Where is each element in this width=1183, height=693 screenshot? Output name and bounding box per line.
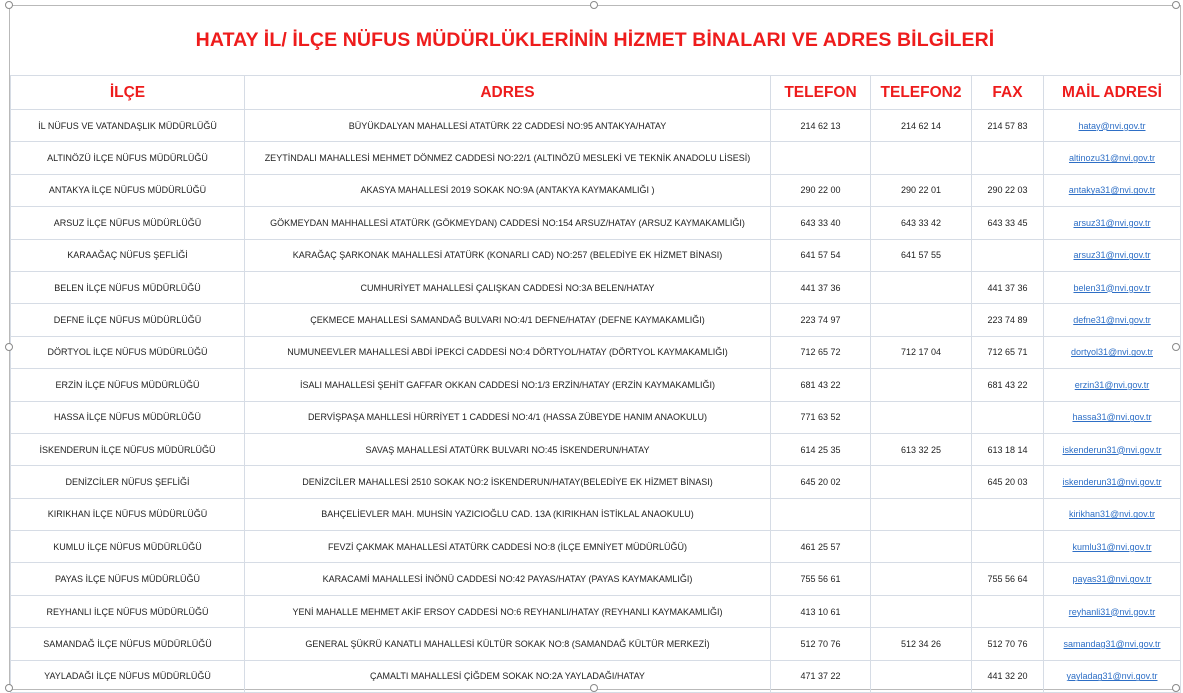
cell-ilce: SAMANDAĞ İLÇE NÜFUS MÜDÜRLÜĞÜ [11, 628, 245, 660]
cell-ilce: DÖRTYOL İLÇE NÜFUS MÜDÜRLÜĞÜ [11, 336, 245, 368]
address-table [10, 75, 1181, 693]
table-row [11, 304, 1181, 336]
cell-telefon2: 290 22 01 [871, 174, 972, 206]
resize-handle-bottom-left[interactable] [5, 684, 13, 692]
cell-mail[interactable]: antakya31@nvi.gov.tr [1044, 174, 1181, 206]
cell-fax: 214 57 83 [972, 110, 1044, 142]
cell-ilce: KIRIKHAN İLÇE NÜFUS MÜDÜRLÜĞÜ [11, 498, 245, 530]
cell-telefon: 755 56 61 [771, 563, 871, 595]
cell-fax: 681 43 22 [972, 369, 1044, 401]
cell-telefon2 [871, 498, 972, 530]
resize-handle-middle-right[interactable] [1172, 343, 1180, 351]
cell-adres: KARAĞAÇ ŞARKONAK MAHALLESİ ATATÜRK (KONARLI CAD) NO:257 (BELEDİYE EK HİZMET BİNASI) [245, 239, 771, 271]
table-row [11, 595, 1181, 627]
cell-ilce: YAYLADAĞI İLÇE NÜFUS MÜDÜRLÜĞÜ [11, 660, 245, 692]
table-row [11, 531, 1181, 563]
header-mail: MAİL ADRESİ [1044, 76, 1181, 110]
table-row [11, 563, 1181, 595]
cell-telefon: 461 25 57 [771, 531, 871, 563]
cell-telefon2 [871, 369, 972, 401]
cell-ilce: DEFNE İLÇE NÜFUS MÜDÜRLÜĞÜ [11, 304, 245, 336]
cell-adres: BAHÇELİEVLER MAH. MUHSİN YAZICIOĞLU CAD. 13A (KIRIKHAN İSTİKLAL ANAOKULU) [245, 498, 771, 530]
cell-telefon2: 641 57 55 [871, 239, 972, 271]
cell-adres: SAVAŞ MAHALLESİ ATATÜRK BULVARI NO:45 İSKENDERUN/HATAY [245, 433, 771, 465]
cell-adres: İSALI MAHALLESİ ŞEHİT GAFFAR OKKAN CADDESİ NO:1/3 ERZİN/HATAY (ERZİN KAYMAKAMLIĞI) [245, 369, 771, 401]
cell-mail[interactable]: arsuz31@nvi.gov.tr [1044, 239, 1181, 271]
header-telefon2: TELEFON2 [871, 76, 972, 110]
cell-ilce: PAYAS İLÇE NÜFUS MÜDÜRLÜĞÜ [11, 563, 245, 595]
cell-telefon: 223 74 97 [771, 304, 871, 336]
resize-handle-bottom-right[interactable] [1172, 684, 1180, 692]
cell-telefon2 [871, 304, 972, 336]
header-fax: FAX [972, 76, 1044, 110]
cell-telefon: 645 20 02 [771, 466, 871, 498]
table-row [11, 239, 1181, 271]
cell-telefon: 681 43 22 [771, 369, 871, 401]
cell-adres: DERVİŞPAŞA MAHLLESİ HÜRRİYET 1 CADDESİ NO:4/1 (HASSA ZÜBEYDE HANIM ANAOKULU) [245, 401, 771, 433]
cell-ilce: ANTAKYA İLÇE NÜFUS MÜDÜRLÜĞÜ [11, 174, 245, 206]
cell-fax: 613 18 14 [972, 433, 1044, 465]
cell-adres: YENİ MAHALLE MEHMET AKİF ERSOY CADDESİ NO:6 REYHANLI/HATAY (REYHANLI KAYMAKAMLIĞI) [245, 595, 771, 627]
cell-fax: 223 74 89 [972, 304, 1044, 336]
table-row [11, 401, 1181, 433]
cell-adres: NUMUNEEVLER MAHALLESİ ABDİ İPEKCİ CADDESİ NO:4 DÖRTYOL/HATAY (DÖRTYOL KAYMAKAMLIĞI) [245, 336, 771, 368]
cell-ilce: REYHANLI İLÇE NÜFUS MÜDÜRLÜĞÜ [11, 595, 245, 627]
page-title: HATAY İL/ İLÇE NÜFUS MÜDÜRLÜKLERİNİN HİZMET BİNALARI VE ADRES BİLGİLERİ [195, 29, 995, 51]
cell-fax: 290 22 03 [972, 174, 1044, 206]
cell-fax [972, 239, 1044, 271]
cell-mail[interactable]: arsuz31@nvi.gov.tr [1044, 207, 1181, 239]
cell-fax: 645 20 03 [972, 466, 1044, 498]
table-row [11, 207, 1181, 239]
cell-fax [972, 531, 1044, 563]
cell-telefon2 [871, 660, 972, 692]
cell-ilce: ERZİN İLÇE NÜFUS MÜDÜRLÜĞÜ [11, 369, 245, 401]
cell-telefon2: 613 32 25 [871, 433, 972, 465]
cell-mail[interactable]: hatay@nvi.gov.tr [1044, 110, 1181, 142]
cell-telefon: 413 10 61 [771, 595, 871, 627]
cell-adres: KARACAMİ MAHALLESİ İNÖNÜ CADDESİ NO:42 PAYAS/HATAY (PAYAS KAYMAKAMLIĞI) [245, 563, 771, 595]
cell-telefon: 712 65 72 [771, 336, 871, 368]
cell-mail[interactable]: altinozu31@nvi.gov.tr [1044, 142, 1181, 174]
cell-ilce: BELEN İLÇE NÜFUS MÜDÜRLÜĞÜ [11, 271, 245, 303]
cell-ilce: ARSUZ İLÇE NÜFUS MÜDÜRLÜĞÜ [11, 207, 245, 239]
table-row [11, 466, 1181, 498]
cell-mail[interactable]: belen31@nvi.gov.tr [1044, 271, 1181, 303]
picture-frame[interactable] [9, 5, 1181, 690]
cell-mail[interactable]: hassa31@nvi.gov.tr [1044, 401, 1181, 433]
cell-fax: 441 37 36 [972, 271, 1044, 303]
resize-handle-middle-left[interactable] [5, 343, 13, 351]
resize-handle-top-right[interactable] [1172, 1, 1180, 9]
cell-mail[interactable]: iskenderun31@nvi.gov.tr [1044, 433, 1181, 465]
cell-fax [972, 595, 1044, 627]
cell-ilce: KUMLU İLÇE NÜFUS MÜDÜRLÜĞÜ [11, 531, 245, 563]
cell-telefon2 [871, 466, 972, 498]
cell-mail[interactable]: yayladag31@nvi.gov.tr [1044, 660, 1181, 692]
cell-telefon2: 214 62 14 [871, 110, 972, 142]
resize-handle-top-left[interactable] [5, 1, 13, 9]
cell-mail[interactable]: erzin31@nvi.gov.tr [1044, 369, 1181, 401]
cell-fax: 755 56 64 [972, 563, 1044, 595]
cell-telefon2 [871, 563, 972, 595]
resize-handle-bottom-center[interactable] [590, 684, 598, 692]
cell-adres: BÜYÜKDALYAN MAHALLESİ ATATÜRK 22 CADDESİ NO:95 ANTAKYA/HATAY [245, 110, 771, 142]
cell-telefon2: 643 33 42 [871, 207, 972, 239]
table-row [11, 142, 1181, 174]
cell-telefon [771, 498, 871, 530]
cell-adres: DENİZCİLER MAHALLESİ 2510 SOKAK NO:2 İSKENDERUN/HATAY(BELEDİYE EK HİZMET BİNASI) [245, 466, 771, 498]
cell-fax [972, 142, 1044, 174]
cell-mail[interactable]: iskenderun31@nvi.gov.tr [1044, 466, 1181, 498]
cell-fax: 441 32 20 [972, 660, 1044, 692]
cell-telefon2: 712 17 04 [871, 336, 972, 368]
cell-adres: GENERAL ŞÜKRÜ KANATLI MAHALLESİ KÜLTÜR SOKAK NO:8 (SAMANDAĞ KÜLTÜR MERKEZİ) [245, 628, 771, 660]
cell-telefon: 641 57 54 [771, 239, 871, 271]
cell-fax [972, 401, 1044, 433]
cell-mail[interactable]: kirikhan31@nvi.gov.tr [1044, 498, 1181, 530]
cell-telefon: 290 22 00 [771, 174, 871, 206]
cell-telefon: 512 70 76 [771, 628, 871, 660]
cell-adres: AKASYA MAHALLESİ 2019 SOKAK NO:9A (ANTAKYA KAYMAKAMLIĞI ) [245, 174, 771, 206]
header-ilce: İLÇE [11, 76, 245, 110]
cell-ilce: DENİZCİLER NÜFUS ŞEFLİĞİ [11, 466, 245, 498]
table-row [11, 271, 1181, 303]
cell-mail[interactable]: reyhanli31@nvi.gov.tr [1044, 595, 1181, 627]
cell-mail[interactable]: dortyol31@nvi.gov.tr [1044, 336, 1181, 368]
table-row [11, 110, 1181, 142]
cell-mail[interactable]: defne31@nvi.gov.tr [1044, 304, 1181, 336]
cell-telefon2 [871, 595, 972, 627]
cell-ilce: İSKENDERUN İLÇE NÜFUS MÜDÜRLÜĞÜ [11, 433, 245, 465]
cell-adres: CUMHURİYET MAHALLESİ ÇALIŞKAN CADDESİ NO:3A BELEN/HATAY [245, 271, 771, 303]
cell-mail[interactable]: payas31@nvi.gov.tr [1044, 563, 1181, 595]
cell-mail[interactable]: samandag31@nvi.gov.tr [1044, 628, 1181, 660]
cell-telefon: 441 37 36 [771, 271, 871, 303]
cell-telefon2 [871, 401, 972, 433]
cell-telefon: 214 62 13 [771, 110, 871, 142]
cell-ilce: İL NÜFUS VE VATANDAŞLIK MÜDÜRLÜĞÜ [11, 110, 245, 142]
cell-ilce: ALTINÖZÜ İLÇE NÜFUS MÜDÜRLÜĞÜ [11, 142, 245, 174]
header-adres: ADRES [245, 76, 771, 110]
table-row [11, 498, 1181, 530]
cell-telefon: 471 37 22 [771, 660, 871, 692]
cell-fax: 712 65 71 [972, 336, 1044, 368]
cell-telefon [771, 142, 871, 174]
cell-adres: ÇEKMECE MAHALLESİ SAMANDAĞ BULVARI NO:4/1 DEFNE/HATAY (DEFNE KAYMAKAMLIĞI) [245, 304, 771, 336]
cell-fax: 512 70 76 [972, 628, 1044, 660]
table-row [11, 628, 1181, 660]
cell-mail[interactable]: kumlu31@nvi.gov.tr [1044, 531, 1181, 563]
cell-telefon2 [871, 142, 972, 174]
cell-ilce: KARAAĞAÇ NÜFUS ŞEFLİĞİ [11, 239, 245, 271]
cell-adres: ÇAMALTI MAHALLESİ ÇİĞDEM SOKAK NO:2A YAYLADAĞI/HATAY [245, 660, 771, 692]
table-row [11, 174, 1181, 206]
cell-adres: FEVZİ ÇAKMAK MAHALLESİ ATATÜRK CADDESİ NO:8 (İLÇE EMNİYET MÜDÜRLÜĞÜ) [245, 531, 771, 563]
table-row [11, 433, 1181, 465]
cell-telefon: 643 33 40 [771, 207, 871, 239]
cell-telefon2: 512 34 26 [871, 628, 972, 660]
cell-telefon2 [871, 531, 972, 563]
table-row [11, 336, 1181, 368]
resize-handle-top-center[interactable] [590, 1, 598, 9]
cell-telefon2 [871, 271, 972, 303]
cell-fax [972, 498, 1044, 530]
cell-adres: GÖKMEYDAN MAHHALLESİ ATATÜRK (GÖKMEYDAN) CADDESİ NO:154 ARSUZ/HATAY (ARSUZ KAYMAKAMLIĞI) [245, 207, 771, 239]
cell-telefon: 771 63 52 [771, 401, 871, 433]
cell-adres: ZEYTİNDALI MAHALLESİ MEHMET DÖNMEZ CADDESİ NO:22/1 (ALTINÖZÜ MESLEKİ VE TEKNİK ANADOLU LİSESİ) [245, 142, 771, 174]
table-row [11, 369, 1181, 401]
cell-telefon: 614 25 35 [771, 433, 871, 465]
cell-fax: 643 33 45 [972, 207, 1044, 239]
header-row [11, 76, 1181, 110]
cell-ilce: HASSA İLÇE NÜFUS MÜDÜRLÜĞÜ [11, 401, 245, 433]
header-telefon: TELEFON [771, 76, 871, 110]
